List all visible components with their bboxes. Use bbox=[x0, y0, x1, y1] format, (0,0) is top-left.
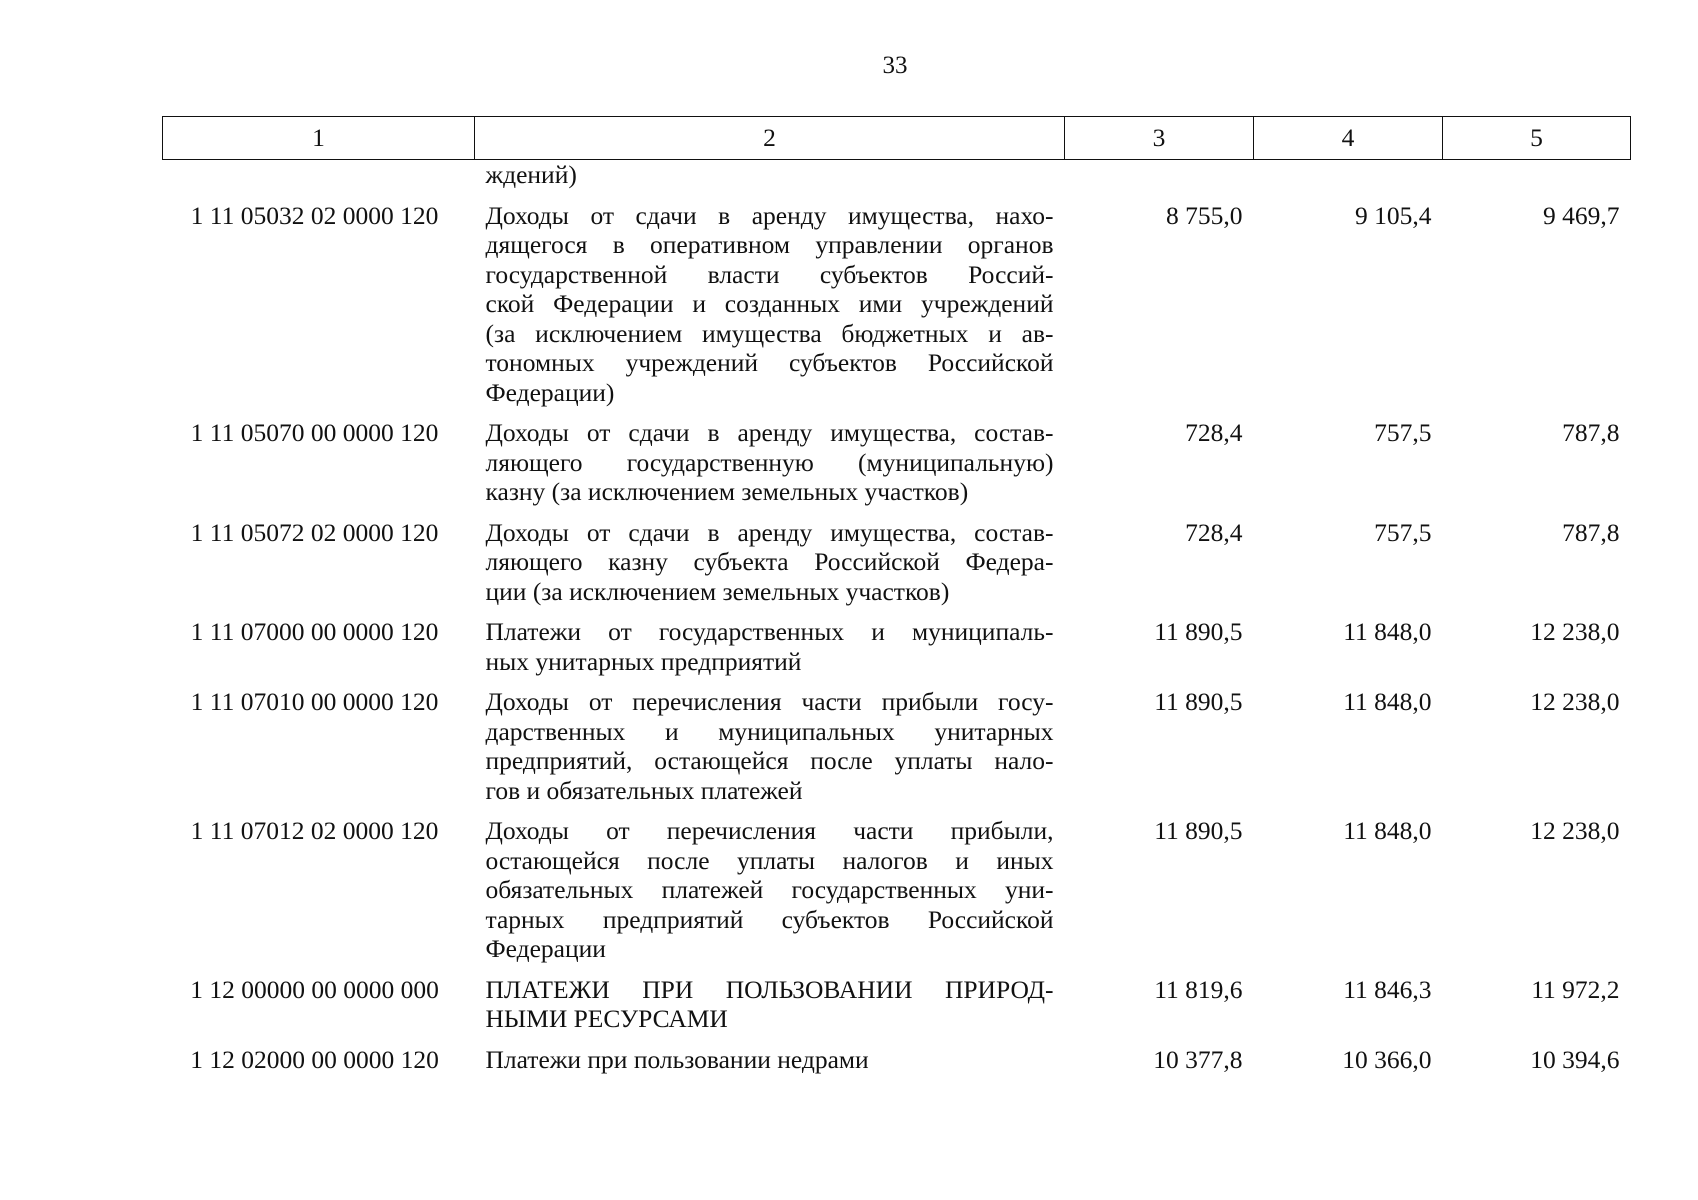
value-col-5: 787,8 bbox=[1562, 418, 1620, 447]
revenue-name bbox=[475, 606, 1065, 676]
revenue-name-line: тарных предприятий субъектов Российской bbox=[485, 904, 1054, 934]
column-header-3: 3 bbox=[1065, 117, 1254, 160]
revenue-table bbox=[162, 116, 1631, 1074]
value-col-4: 757,5 bbox=[1374, 418, 1432, 447]
revenue-name-line: ПЛАТЕЖИ ПРИ ПОЛЬЗОВАНИИ ПРИРОД- bbox=[485, 974, 1054, 1004]
revenue-name bbox=[475, 805, 1065, 964]
table-row bbox=[163, 964, 1631, 1034]
value-col-5: 12 238,0 bbox=[1530, 816, 1620, 845]
revenue-name-line: ляющего государственную (муниципальную) bbox=[485, 447, 1054, 477]
value-col-3: 728,4 bbox=[1185, 418, 1243, 447]
revenue-name-line: ных унитарных предприятий bbox=[485, 646, 802, 676]
revenue-name-line: обязательных платежей государственных уни- bbox=[485, 875, 1054, 904]
revenue-name-line: дящегося в оперативном управлении органов bbox=[485, 230, 1054, 259]
revenue-name-line: Доходы от сдачи в аренду имущества, состав- bbox=[485, 517, 1054, 547]
revenue-name-line: ской Федерации и созданных ими учреждений bbox=[485, 289, 1054, 318]
value-col-5: 787,8 bbox=[1562, 517, 1620, 547]
value-col-4: 757,5 bbox=[1374, 517, 1432, 547]
value-col-3: 11 890,5 bbox=[1154, 687, 1243, 716]
revenue-code: 1 12 02000 00 0000 120 bbox=[190, 1044, 439, 1074]
revenue-name-line: (за исключением имущества бюджетных и ав- bbox=[485, 318, 1054, 348]
revenue-name-line: Федерации) bbox=[485, 377, 615, 407]
revenue-name-line: Доходы от сдачи в аренду имущества, состав- bbox=[485, 418, 1054, 447]
revenue-name-line: ции (за исключением земельных участков) bbox=[485, 576, 950, 606]
continuation-text: ждений) bbox=[485, 160, 577, 189]
revenue-code: 1 11 05032 02 0000 120 bbox=[190, 200, 439, 230]
table-row bbox=[163, 507, 1631, 607]
revenue-name-line: государственной власти субъектов Россий- bbox=[485, 259, 1054, 289]
revenue-name bbox=[475, 407, 1065, 507]
value-col-4: 10 366,0 bbox=[1342, 1044, 1432, 1074]
value-col-3: 11 890,5 bbox=[1154, 617, 1243, 646]
revenue-name-line: дарственных и муниципальных унитарных bbox=[485, 716, 1054, 746]
value-col-4: 11 848,0 bbox=[1343, 687, 1432, 716]
revenue-name-line: Доходы от перечисления части прибыли госу- bbox=[485, 687, 1054, 716]
revenue-name bbox=[475, 964, 1065, 1034]
value-col-3: 8 755,0 bbox=[1166, 200, 1243, 230]
revenue-name-line: Федерации bbox=[485, 934, 606, 963]
value-col-3: 10 377,8 bbox=[1153, 1044, 1243, 1074]
revenue-code: 1 11 07000 00 0000 120 bbox=[190, 617, 439, 646]
revenue-name-line: Платежи при пользовании недрами bbox=[485, 1044, 869, 1074]
table-row bbox=[163, 407, 1631, 507]
revenue-name-line: остающейся после уплаты налогов и иных bbox=[485, 845, 1054, 875]
table-row bbox=[163, 190, 1631, 408]
table-body bbox=[163, 160, 1631, 1075]
table-header bbox=[163, 117, 1631, 160]
value-col-4: 11 848,0 bbox=[1343, 617, 1432, 646]
table-row bbox=[163, 805, 1631, 964]
revenue-code: 1 11 07010 00 0000 120 bbox=[190, 687, 439, 716]
table-row bbox=[163, 1034, 1631, 1075]
revenue-name-line: ляющего казну субъекта Российской Федера- bbox=[485, 547, 1054, 576]
revenue-code: 1 11 05072 02 0000 120 bbox=[190, 517, 439, 547]
revenue-name-line: НЫМИ РЕСУРСАМИ bbox=[485, 1004, 728, 1033]
table-row bbox=[163, 606, 1631, 676]
value-col-4: 11 846,3 bbox=[1343, 974, 1432, 1004]
revenue-code: 1 11 05070 00 0000 120 bbox=[190, 418, 439, 447]
value-col-5: 12 238,0 bbox=[1530, 617, 1620, 646]
value-col-5: 9 469,7 bbox=[1543, 200, 1620, 230]
revenue-name-line: казну (за исключением земельных участков) bbox=[485, 477, 969, 506]
revenue-name-line: предприятий, остающейся после уплаты нало- bbox=[485, 746, 1054, 775]
value-col-4: 9 105,4 bbox=[1355, 200, 1432, 230]
page-number: 33 bbox=[882, 52, 908, 79]
table-row bbox=[163, 676, 1631, 805]
continuation-row bbox=[163, 160, 1631, 190]
value-col-5: 12 238,0 bbox=[1530, 687, 1620, 716]
column-header-4: 4 bbox=[1254, 117, 1443, 160]
revenue-name bbox=[475, 507, 1065, 607]
column-header-2: 2 bbox=[475, 117, 1065, 160]
column-header-1: 1 bbox=[163, 117, 475, 160]
revenue-name bbox=[475, 190, 1065, 408]
revenue-name-line: Доходы от сдачи в аренду имущества, нахо- bbox=[485, 200, 1054, 230]
revenue-name-line: Платежи от государственных и муниципаль- bbox=[485, 617, 1054, 646]
revenue-code: 1 12 00000 00 0000 000 bbox=[190, 974, 439, 1004]
revenue-name bbox=[475, 1034, 1065, 1075]
value-col-3: 728,4 bbox=[1185, 517, 1243, 547]
revenue-code: 1 11 07012 02 0000 120 bbox=[190, 816, 439, 845]
value-col-5: 11 972,2 bbox=[1531, 974, 1620, 1004]
value-col-4: 11 848,0 bbox=[1343, 816, 1432, 845]
value-col-3: 11 819,6 bbox=[1154, 974, 1243, 1004]
revenue-name bbox=[475, 676, 1065, 805]
revenue-name-line: Доходы от перечисления части прибыли, bbox=[485, 816, 1054, 845]
column-header-5: 5 bbox=[1443, 117, 1631, 160]
revenue-name-line: гов и обязательных платежей bbox=[485, 775, 803, 805]
value-col-3: 11 890,5 bbox=[1154, 816, 1243, 845]
revenue-name-line: тономных учреждений субъектов Российской bbox=[485, 348, 1054, 377]
value-col-5: 10 394,6 bbox=[1530, 1044, 1620, 1074]
